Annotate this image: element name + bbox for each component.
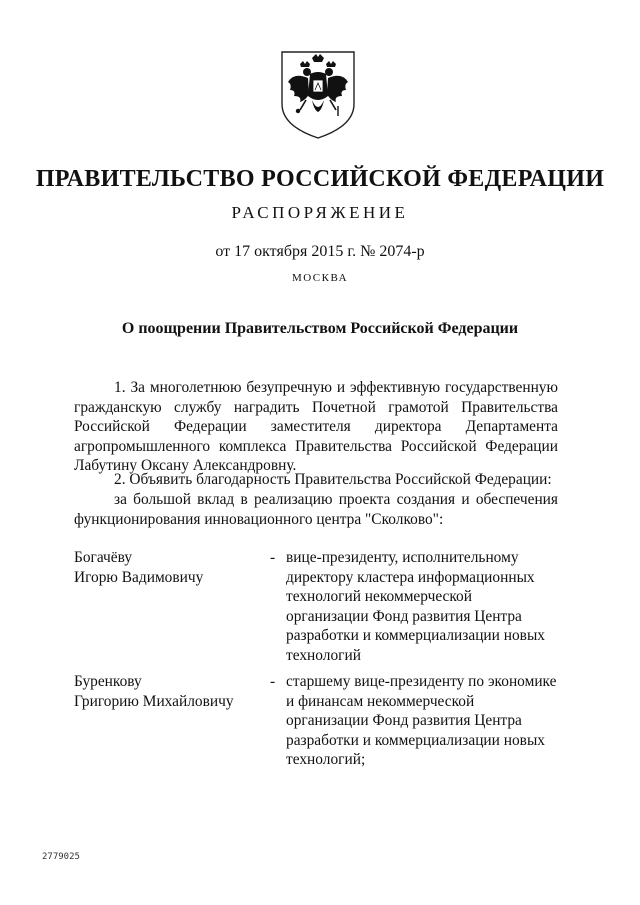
document-type: РАСПОРЯЖЕНИЕ: [231, 203, 409, 222]
city-label: МОСКВА: [291, 272, 349, 284]
document-code: 2779025: [42, 852, 80, 862]
awardee-name: [74, 548, 254, 587]
paragraph-item-2-sub: [74, 490, 558, 529]
awardee-role: вице-президенту, исполнительному директору кластера информационных технологий некоммерческой организации Фонд развития Центра разработки и коммерциализации новых технологий: [286, 549, 545, 664]
awardee-given-names: Григорию Михайловичу: [74, 692, 234, 710]
document-subject: О поощрении Правительством Российской Федерации: [121, 320, 519, 337]
paragraph-item-2: [74, 470, 558, 490]
item-2-sub-text: за большой вклад в реализацию проекта создания и обеспечения функционирования инновационного центра "Сколково":: [74, 491, 558, 528]
date-and-number: от 17 октября 2015 г. № 2074-р: [215, 243, 425, 260]
entry-dash: -: [270, 673, 276, 690]
awardee-surname: Буренкову: [74, 673, 142, 690]
awardee-given-names: Игорю Вадимовичу: [74, 568, 204, 586]
entry-dash: -: [270, 549, 276, 566]
item-1-text: 1. За многолетнюю безупречную и эффективную государственную гражданскую службу наградить Почетной грамотой Правительства Российской Федерации заместителя директора Департамента агропромышленного комплекса Правительства Российской Федерации Лабутину Оксану Александровну.: [74, 379, 558, 475]
government-title: ПРАВИТЕЛЬСТВО РОССИЙСКОЙ ФЕДЕРАЦИИ: [35, 166, 605, 192]
awardee-role: старшему вице-президенту по экономике и финансам некоммерческой организации Фонд развития Центра разработки и коммерциализации новых технологий;: [286, 673, 557, 769]
awardee-name: [74, 672, 254, 711]
coat-of-arms-icon: [276, 48, 360, 140]
awardee-surname: Богачёву: [74, 549, 133, 566]
paragraph-item-1: [74, 378, 558, 476]
item-2-text: 2. Объявить благодарность Правительства Российской Федерации:: [114, 471, 552, 488]
